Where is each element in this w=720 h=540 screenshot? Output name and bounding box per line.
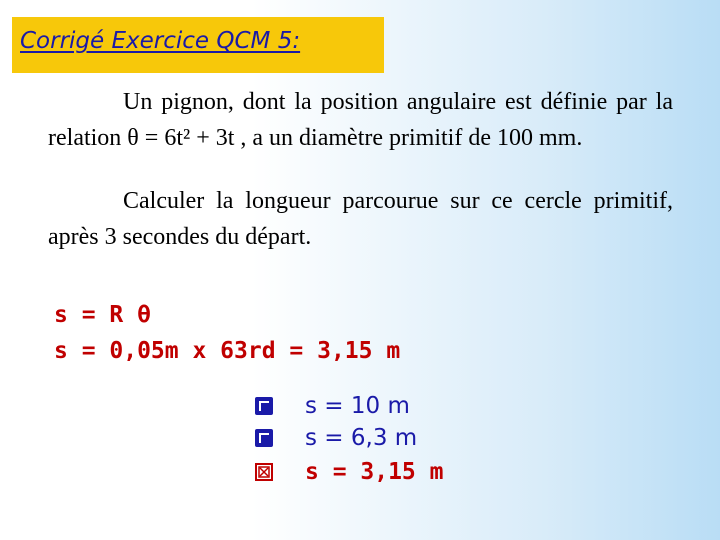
problem-text-2: Calculer la longueur parcourue sur ce cercle primitif, après 3 secondes du départ. <box>48 188 673 250</box>
checkbox-empty-icon[interactable] <box>255 429 273 447</box>
problem-question <box>48 183 673 255</box>
checkbox-checked-icon[interactable] <box>255 463 273 481</box>
choice-3[interactable] <box>255 457 443 487</box>
choice-1-label: s = 10 m <box>305 393 410 419</box>
formula-line-2: s = 0,05m x 63rd = 3,15 m <box>54 338 401 364</box>
formula-line-1: s = R θ <box>54 302 151 328</box>
problem-statement <box>48 84 673 156</box>
checkbox-empty-icon[interactable] <box>255 397 273 415</box>
problem-text-1: Un pignon, dont la position angulaire est définie par la relation θ = 6t² + 3t , a un diamètre primitif de 100 mm. <box>48 89 673 151</box>
choice-3-label: s = 3,15 m <box>305 459 444 485</box>
choice-2-label: s = 6,3 m <box>305 425 418 451</box>
choice-2[interactable] <box>255 423 417 453</box>
choice-1[interactable] <box>255 391 410 421</box>
page-title: Corrigé Exercice QCM 5: <box>20 28 301 54</box>
